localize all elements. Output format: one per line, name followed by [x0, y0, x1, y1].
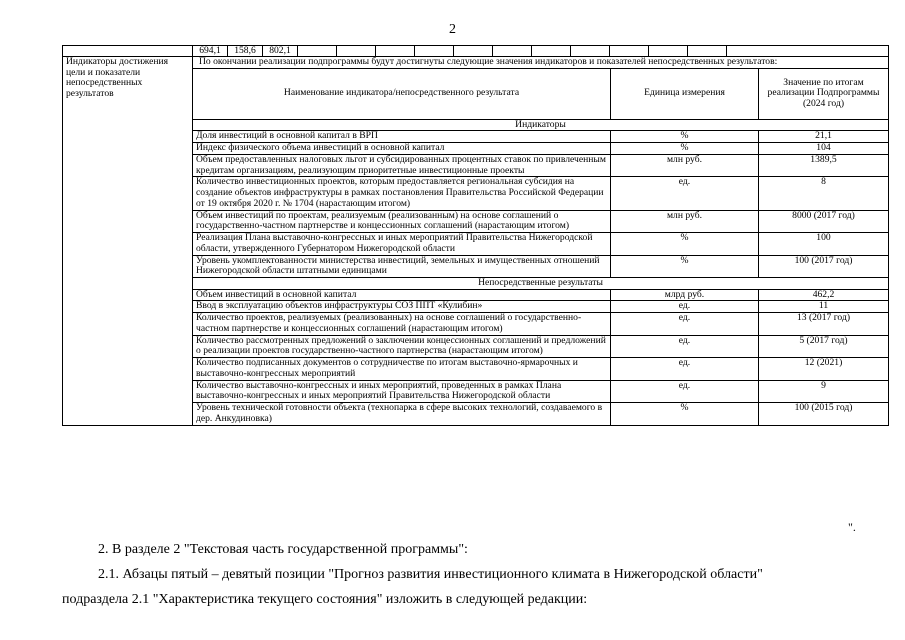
left-label-cell: Индикаторы достижения цели и показатели непосредственных результатов — [63, 57, 193, 426]
row-unit: % — [611, 131, 759, 143]
row-value: 12 (2021) — [759, 358, 889, 380]
empty-number-cell — [649, 46, 688, 56]
row-name: Уровень технической готовности объекта (технопарка в сфере высоких технологий, создаваемого в дер. Анкудиновка) — [193, 403, 611, 425]
row-value: 100 (2015 год) — [759, 403, 889, 425]
row-unit: ед. — [611, 177, 759, 210]
row-value: 100 (2017 год) — [759, 255, 889, 277]
empty-number-cell — [571, 46, 610, 56]
closing-quote-mark: ". — [848, 520, 856, 534]
row-unit: ед. — [611, 358, 759, 380]
indicators-table — [62, 45, 889, 426]
number-value: 158,6 — [228, 46, 263, 56]
section-indicators: Индикаторы — [193, 119, 889, 131]
empty-number-cell — [337, 46, 376, 56]
row-name: Уровень укомплектованности министерства инвестиций, земельных и имущественных отношений Нижегородской области штатными единицами — [193, 255, 611, 277]
empty-number-cell — [454, 46, 493, 56]
row-name: Объем предоставленных налоговых льгот и субсидированных процентных ставок по привлеченным кредитам организациям, реализующим приоритетные инвестиционные проекты — [193, 154, 611, 176]
row-unit: ед. — [611, 380, 759, 402]
row-value: 9 — [759, 380, 889, 402]
row-unit: млн руб. — [611, 154, 759, 176]
header-unit: Единица измерения — [611, 68, 759, 119]
section-results: Непосредственные результаты — [193, 278, 889, 290]
row-name: Доля инвестиций в основной капитал в ВРП — [193, 131, 611, 143]
empty-number-cell — [493, 46, 532, 56]
empty-number-cell — [688, 46, 727, 56]
row-unit: ед. — [611, 301, 759, 313]
row-name: Количество выставочно-конгрессных и иных мероприятий, проведенных в рамках Плана выставочно-конгрессных и иных мероприятий Правительства Нижегородской области — [193, 380, 611, 402]
row-unit: % — [611, 403, 759, 425]
row-value: 100 — [759, 233, 889, 255]
row-value: 13 (2017 год) — [759, 313, 889, 335]
top-numbers-row — [63, 46, 889, 57]
number-value: 802,1 — [263, 46, 298, 56]
paragraph-section-2: 2. В разделе 2 "Текстовая часть государственной программы": — [98, 542, 468, 557]
row-name: Объем инвестиций в основной капитал — [193, 289, 611, 301]
row-value: 8 — [759, 177, 889, 210]
row-unit: ед. — [611, 335, 759, 357]
row-name: Количество проектов, реализуемых (реализованных) на основе соглашений о государственно-частном партнерстве и концессионных соглашений (нарастающим итогом) — [193, 313, 611, 335]
empty-number-cell — [376, 46, 415, 56]
row-name: Объем инвестиций по проектам, реализуемым (реализованным) на основе соглашений о государственно-частном партнерстве и концессионных соглашений (нарастающим итогом) — [193, 210, 611, 232]
row-unit: млрд руб. — [611, 289, 759, 301]
empty-number-cell — [415, 46, 454, 56]
paragraph-2-1-continuation: подраздела 2.1 "Характеристика текущего состояния" изложить в следующей редакции: — [62, 592, 588, 607]
row-value: 104 — [759, 143, 889, 155]
page-number: 2 — [449, 22, 456, 37]
row-value: 5 (2017 год) — [759, 335, 889, 357]
row-name: Реализация Плана выставочно-конгрессных и иных мероприятий Правительства Нижегородской области, утвержденного Губернатором Нижегородской области — [193, 233, 611, 255]
row-value: 462,2 — [759, 289, 889, 301]
paragraph-2-1: 2.1. Абзацы пятый – девятый позиции "Прогноз развития инвестиционного климата в Нижегородской области" — [98, 567, 763, 582]
row-unit: % — [611, 255, 759, 277]
number-value: 694,1 — [193, 46, 228, 56]
row-value: 1389,5 — [759, 154, 889, 176]
intro-row — [63, 57, 889, 69]
empty-number-cell — [610, 46, 649, 56]
row-name: Количество подписанных документов о сотрудничестве по итогам выставочно-ярмарочных и выставочно-конгрессных мероприятий — [193, 358, 611, 380]
empty-label-cell — [63, 46, 193, 57]
row-unit: ед. — [611, 313, 759, 335]
row-value: 8000 (2017 год) — [759, 210, 889, 232]
row-name: Количество инвестиционных проектов, которым предоставляется региональная субсидия на создание объектов инфраструктуры в рамках постановления Правительства Российской Федерации от 19 октября 2020 г. № 1704 (нарастающим итогом) — [193, 177, 611, 210]
row-unit: % — [611, 233, 759, 255]
empty-number-cell — [298, 46, 337, 56]
row-value: 11 — [759, 301, 889, 313]
empty-number-cell — [532, 46, 571, 56]
empty-number-cell — [727, 46, 765, 56]
row-unit: млн руб. — [611, 210, 759, 232]
intro-text: По окончании реализации подпрограммы будут достигнуты следующие значения индикаторов и показателей непосредственных результатов: — [193, 57, 889, 69]
numbers-cell — [193, 46, 889, 57]
row-value: 21,1 — [759, 131, 889, 143]
row-name: Количество рассмотренных предложений о заключении концессионных соглашений и предложений о реализации проектов государственно-частного партнерства (нарастающим итогом) — [193, 335, 611, 357]
header-name: Наименование индикатора/непосредственного результата — [193, 68, 611, 119]
row-name: Индекс физического объема инвестиций в основной капитал — [193, 143, 611, 155]
row-name: Ввод в эксплуатацию объектов инфраструктуры СОЗ ППТ «Кулибин» — [193, 301, 611, 313]
header-value: Значение по итогам реализации Подпрограммы (2024 год) — [759, 68, 889, 119]
row-unit: % — [611, 143, 759, 155]
